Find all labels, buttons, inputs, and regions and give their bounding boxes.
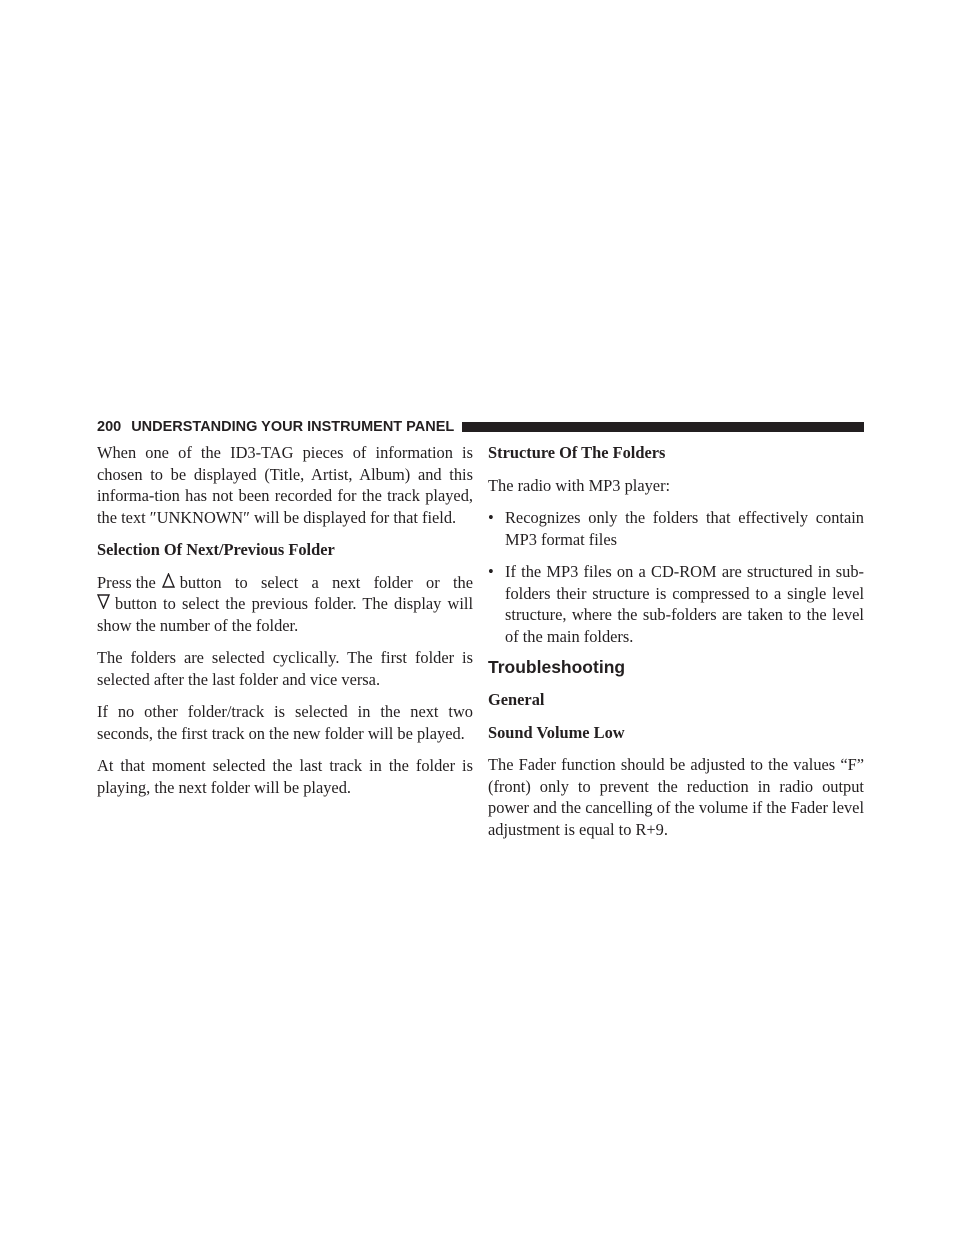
down-triangle-icon: [97, 593, 113, 615]
selection-heading: Selection Of Next/Previous Folder: [97, 540, 335, 559]
bullet-icon: •: [488, 562, 494, 581]
right-column: [488, 442, 864, 840]
general-heading: General: [488, 690, 545, 709]
press-text-b: button to select a next folder or the: [179, 572, 473, 592]
radio-intro: The radio with MP3 player:: [488, 475, 671, 495]
id3-tag-paragraph: When one of the ID3-TAG pieces of information is chosen to be displayed (Title, Artist, Album) and this informa-tion has not been recorded for the track played, the text ″UNKNOWN″ will be displayed for that field.: [97, 443, 473, 527]
header-rule: [462, 422, 864, 432]
bullet-icon: •: [488, 508, 494, 527]
list-item: [488, 561, 864, 647]
troubleshooting-heading: Troubleshooting: [488, 657, 626, 677]
press-paragraph: [97, 572, 473, 637]
bullet-text: Recognizes only the folders that effectively contain MP3 format files: [505, 508, 864, 549]
press-text-c: button to select the previous folder. The display will show the number of the folder.: [97, 594, 473, 635]
cyclic-paragraph: The folders are selected cyclically. The first folder is selected after the last folder and vice versa.: [97, 648, 473, 689]
list-item: [488, 507, 864, 550]
bullet-text: If the MP3 files on a CD-ROM are structured in sub-folders their structure is compressed to a single level structure, where the sub-folders are taken to the level of the main folders.: [505, 562, 864, 646]
structure-heading: Structure Of The Folders: [488, 443, 666, 462]
left-column: [97, 442, 473, 798]
page-header: [97, 416, 864, 438]
sound-volume-heading: Sound Volume Low: [488, 722, 625, 742]
up-triangle-icon: [161, 572, 177, 594]
two-seconds-paragraph: If no other folder/track is selected in the next two seconds, the first track on the new folder will be played.: [97, 702, 473, 743]
fader-paragraph: The Fader function should be adjusted to the values “F” (front) only to prevent the reduction in radio output power and the cancelling of the volume if the Fader level adjustment is equal to R+9.: [488, 755, 864, 839]
page-number: 200: [97, 419, 122, 435]
section-title: UNDERSTANDING YOUR INSTRUMENT PANEL: [131, 419, 455, 435]
press-text-a: Press the: [97, 572, 156, 592]
last-track-paragraph: At that moment selected the last track in the folder is playing, the next folder will be played.: [97, 756, 473, 797]
